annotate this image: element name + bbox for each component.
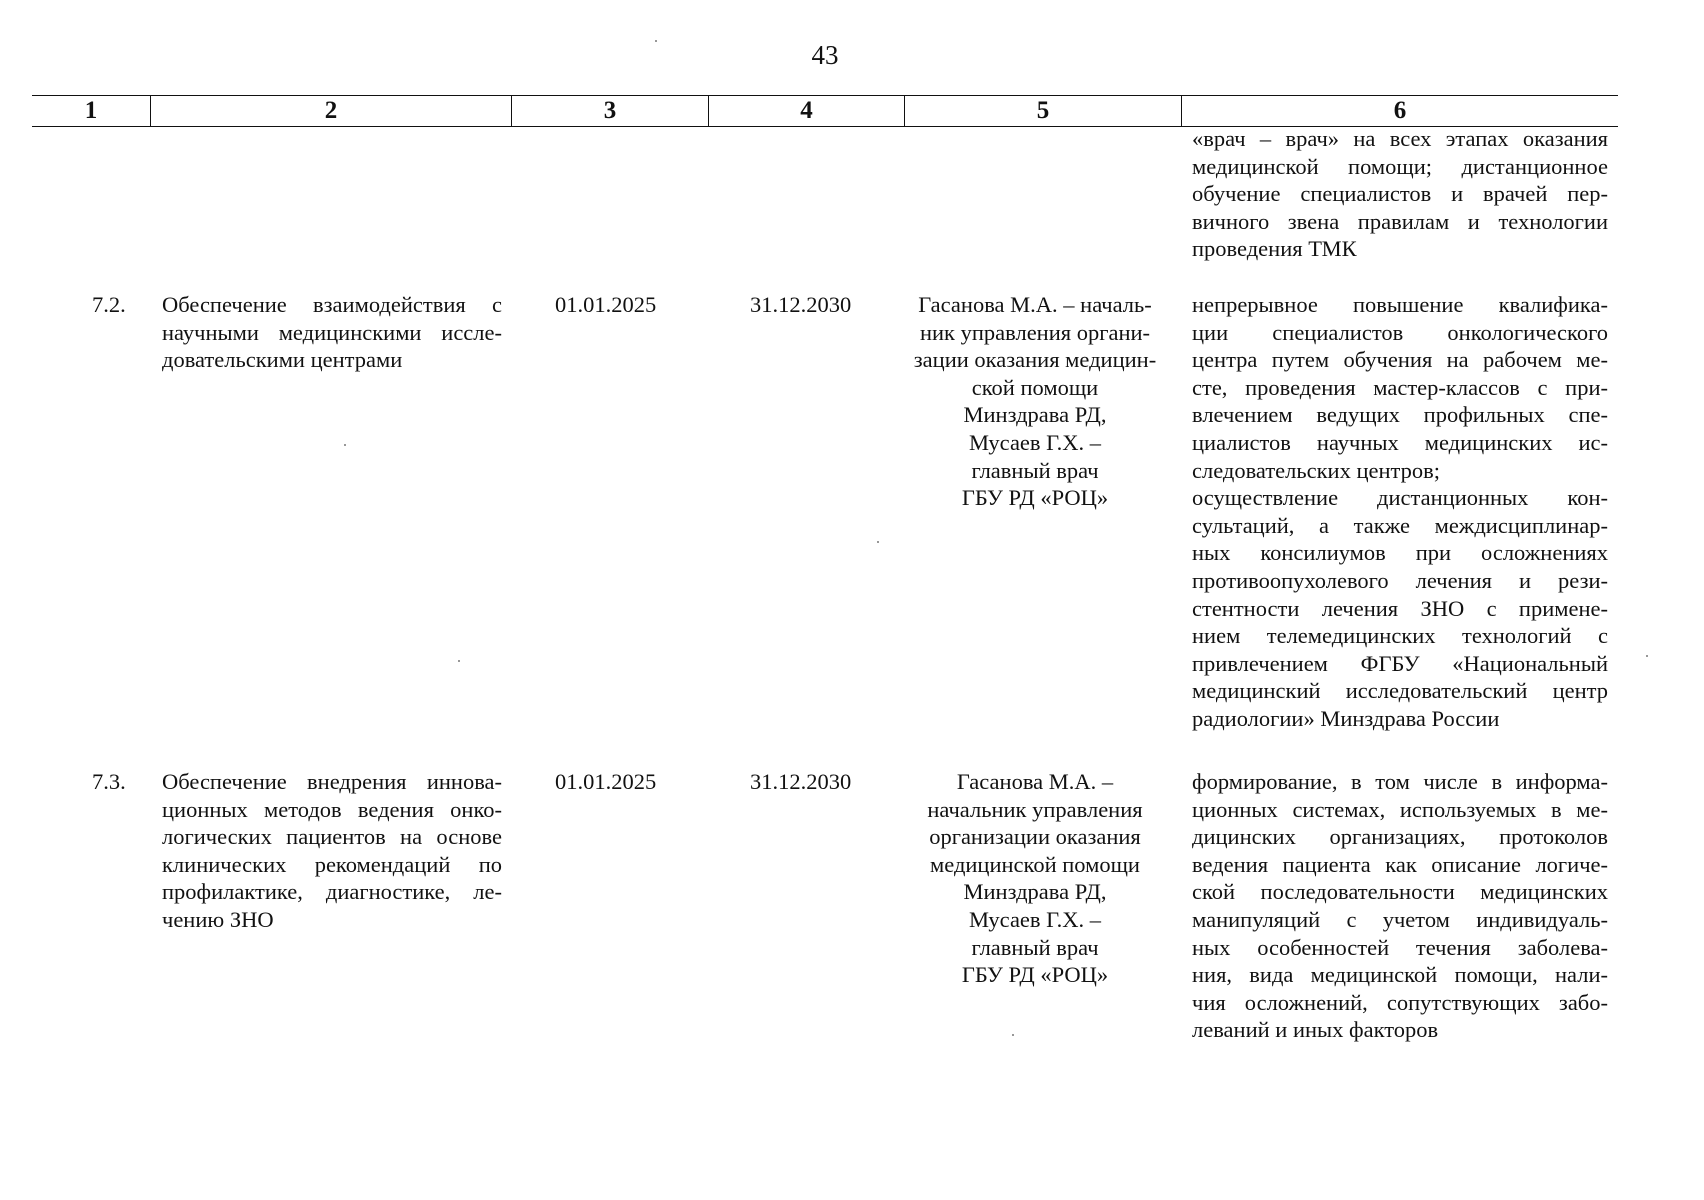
text-line: ции специалистов онкологического: [1192, 319, 1608, 345]
page-number: 43: [811, 40, 839, 70]
text-line: ния, вида медицинской помощи, нали-: [1192, 962, 1608, 988]
text-line: радиологии» Минздрава России: [1192, 705, 1500, 731]
text-line: сультаций, а также междисциплинар-: [1192, 512, 1608, 538]
scan-speck: [458, 660, 460, 662]
row-7-3-responsible: [900, 768, 1170, 989]
row-7-3-result: [1192, 768, 1608, 1044]
table-header: [32, 95, 1618, 127]
text-line: проведения ТМК: [1192, 236, 1357, 262]
text-line: довательскими центрами: [162, 347, 403, 373]
text-line: ведения пациента как описание логиче-: [1192, 851, 1608, 877]
text-line: логических пациентов на основе: [162, 824, 502, 850]
text-line: ской помощи: [971, 374, 1099, 400]
row-7-2-name: [162, 291, 502, 374]
text-line: формирование, в том числе в информа-: [1192, 769, 1608, 794]
column-header-6: 6: [1181, 96, 1618, 126]
column-header-3: 3: [511, 96, 708, 126]
text-line: Мусаев Г.Х. –: [968, 906, 1102, 932]
text-line: Мусаев Г.Х. –: [968, 429, 1102, 455]
text-line: стентности лечения ЗНО с примене-: [1192, 595, 1608, 621]
row-7-2-number: 7.2.: [92, 292, 126, 317]
text-line: вичного звена правилам и технологии: [1192, 208, 1608, 234]
text-line: циалистов научных медицинских ис-: [1192, 429, 1608, 455]
text-line: сте, проведения мастер-классов с при-: [1192, 374, 1608, 400]
text-line: обучение специалистов и врачей пер-: [1192, 181, 1608, 207]
text-line: Обеспечение взаимодействия с: [162, 292, 502, 317]
text-line: ных особенностей течения заболева-: [1192, 934, 1608, 960]
scan-speck: [1646, 655, 1648, 657]
text-line: зации оказания медицин-: [913, 347, 1157, 373]
text-line: медицинский исследовательский центр: [1192, 678, 1608, 704]
text-line: ГБУ РД «РОЦ»: [961, 485, 1109, 511]
text-line: ской последовательности медицинских: [1192, 879, 1608, 905]
column-header-1: 1: [84, 97, 98, 124]
text-line: Минздрава РД,: [963, 879, 1107, 905]
text-line: ник управления органи-: [919, 319, 1151, 345]
scan-speck: [877, 541, 879, 543]
row-7-3-number: 7.3.: [92, 769, 126, 794]
text-line: главный врач: [971, 457, 1099, 483]
scan-speck: [1012, 1034, 1014, 1036]
text-line: чению ЗНО: [162, 906, 274, 932]
row-7-2-result: [1192, 291, 1608, 733]
text-line: непрерывное повышение квалифика-: [1192, 292, 1608, 317]
text-line: медицинской помощи; дистанционное: [1192, 153, 1608, 179]
text-line: влечением ведущих профильных спе-: [1192, 402, 1608, 428]
text-line: главный врач: [971, 934, 1099, 960]
text-line: ГБУ РД «РОЦ»: [961, 962, 1109, 988]
text-line: нием телемедицинских технологий с: [1192, 623, 1608, 649]
text-line: организации оказания: [929, 824, 1141, 850]
row-7-3-end-date: 31.12.2030: [750, 769, 852, 794]
row-7-2-end-date: 31.12.2030: [750, 292, 852, 317]
text-line: медицинской помощи: [930, 851, 1140, 877]
text-line: «врач – врач» на всех этапах оказания: [1192, 126, 1608, 151]
text-line: научными медицинскими иссле-: [162, 319, 502, 345]
text-line: Гасанова М.А. – началь-: [918, 292, 1152, 317]
text-line: чия осложнений, сопутствующих забо-: [1192, 989, 1608, 1015]
text-line: привлечением ФГБУ «Национальный: [1192, 650, 1608, 676]
text-line: следовательских центров;: [1192, 457, 1441, 483]
row-7-2-responsible: [900, 291, 1170, 512]
text-line: леваний и иных факторов: [1192, 1017, 1439, 1043]
column-header-4: 4: [708, 96, 904, 126]
text-line: Минздрава РД,: [963, 402, 1107, 428]
text-line: начальник управления: [927, 796, 1143, 822]
text-line: центра путем обучения на рабочем ме-: [1192, 347, 1608, 373]
text-line: дицинских организациях, протоколов: [1192, 824, 1608, 850]
row-7-3-name: [162, 768, 502, 934]
text-line: противоопухолевого лечения и рези-: [1192, 567, 1608, 593]
column-header-2: 2: [150, 96, 511, 126]
text-line: профилактике, диагностике, ле-: [162, 879, 502, 905]
text-line: ционных методов ведения онко-: [162, 796, 502, 822]
text-line: Обеспечение внедрения иннова-: [162, 769, 502, 794]
text-line: ционных системах, используемых в ме-: [1192, 796, 1608, 822]
text-line: манипуляций с учетом индивидуаль-: [1192, 906, 1608, 932]
continuation-cell: [1192, 125, 1608, 263]
text-line: Гасанова М.А. –: [956, 769, 1114, 794]
scan-speck: [655, 40, 657, 42]
row-7-3-start-date: 01.01.2025: [555, 769, 657, 794]
text-line: клинических рекомендаций по: [162, 851, 502, 877]
column-header-5: 5: [904, 96, 1181, 126]
text-line: ных консилиумов при осложнениях: [1192, 540, 1608, 566]
scan-speck: [344, 444, 346, 446]
text-line: осуществление дистанционных кон-: [1192, 485, 1608, 511]
row-7-2-start-date: 01.01.2025: [555, 292, 657, 317]
